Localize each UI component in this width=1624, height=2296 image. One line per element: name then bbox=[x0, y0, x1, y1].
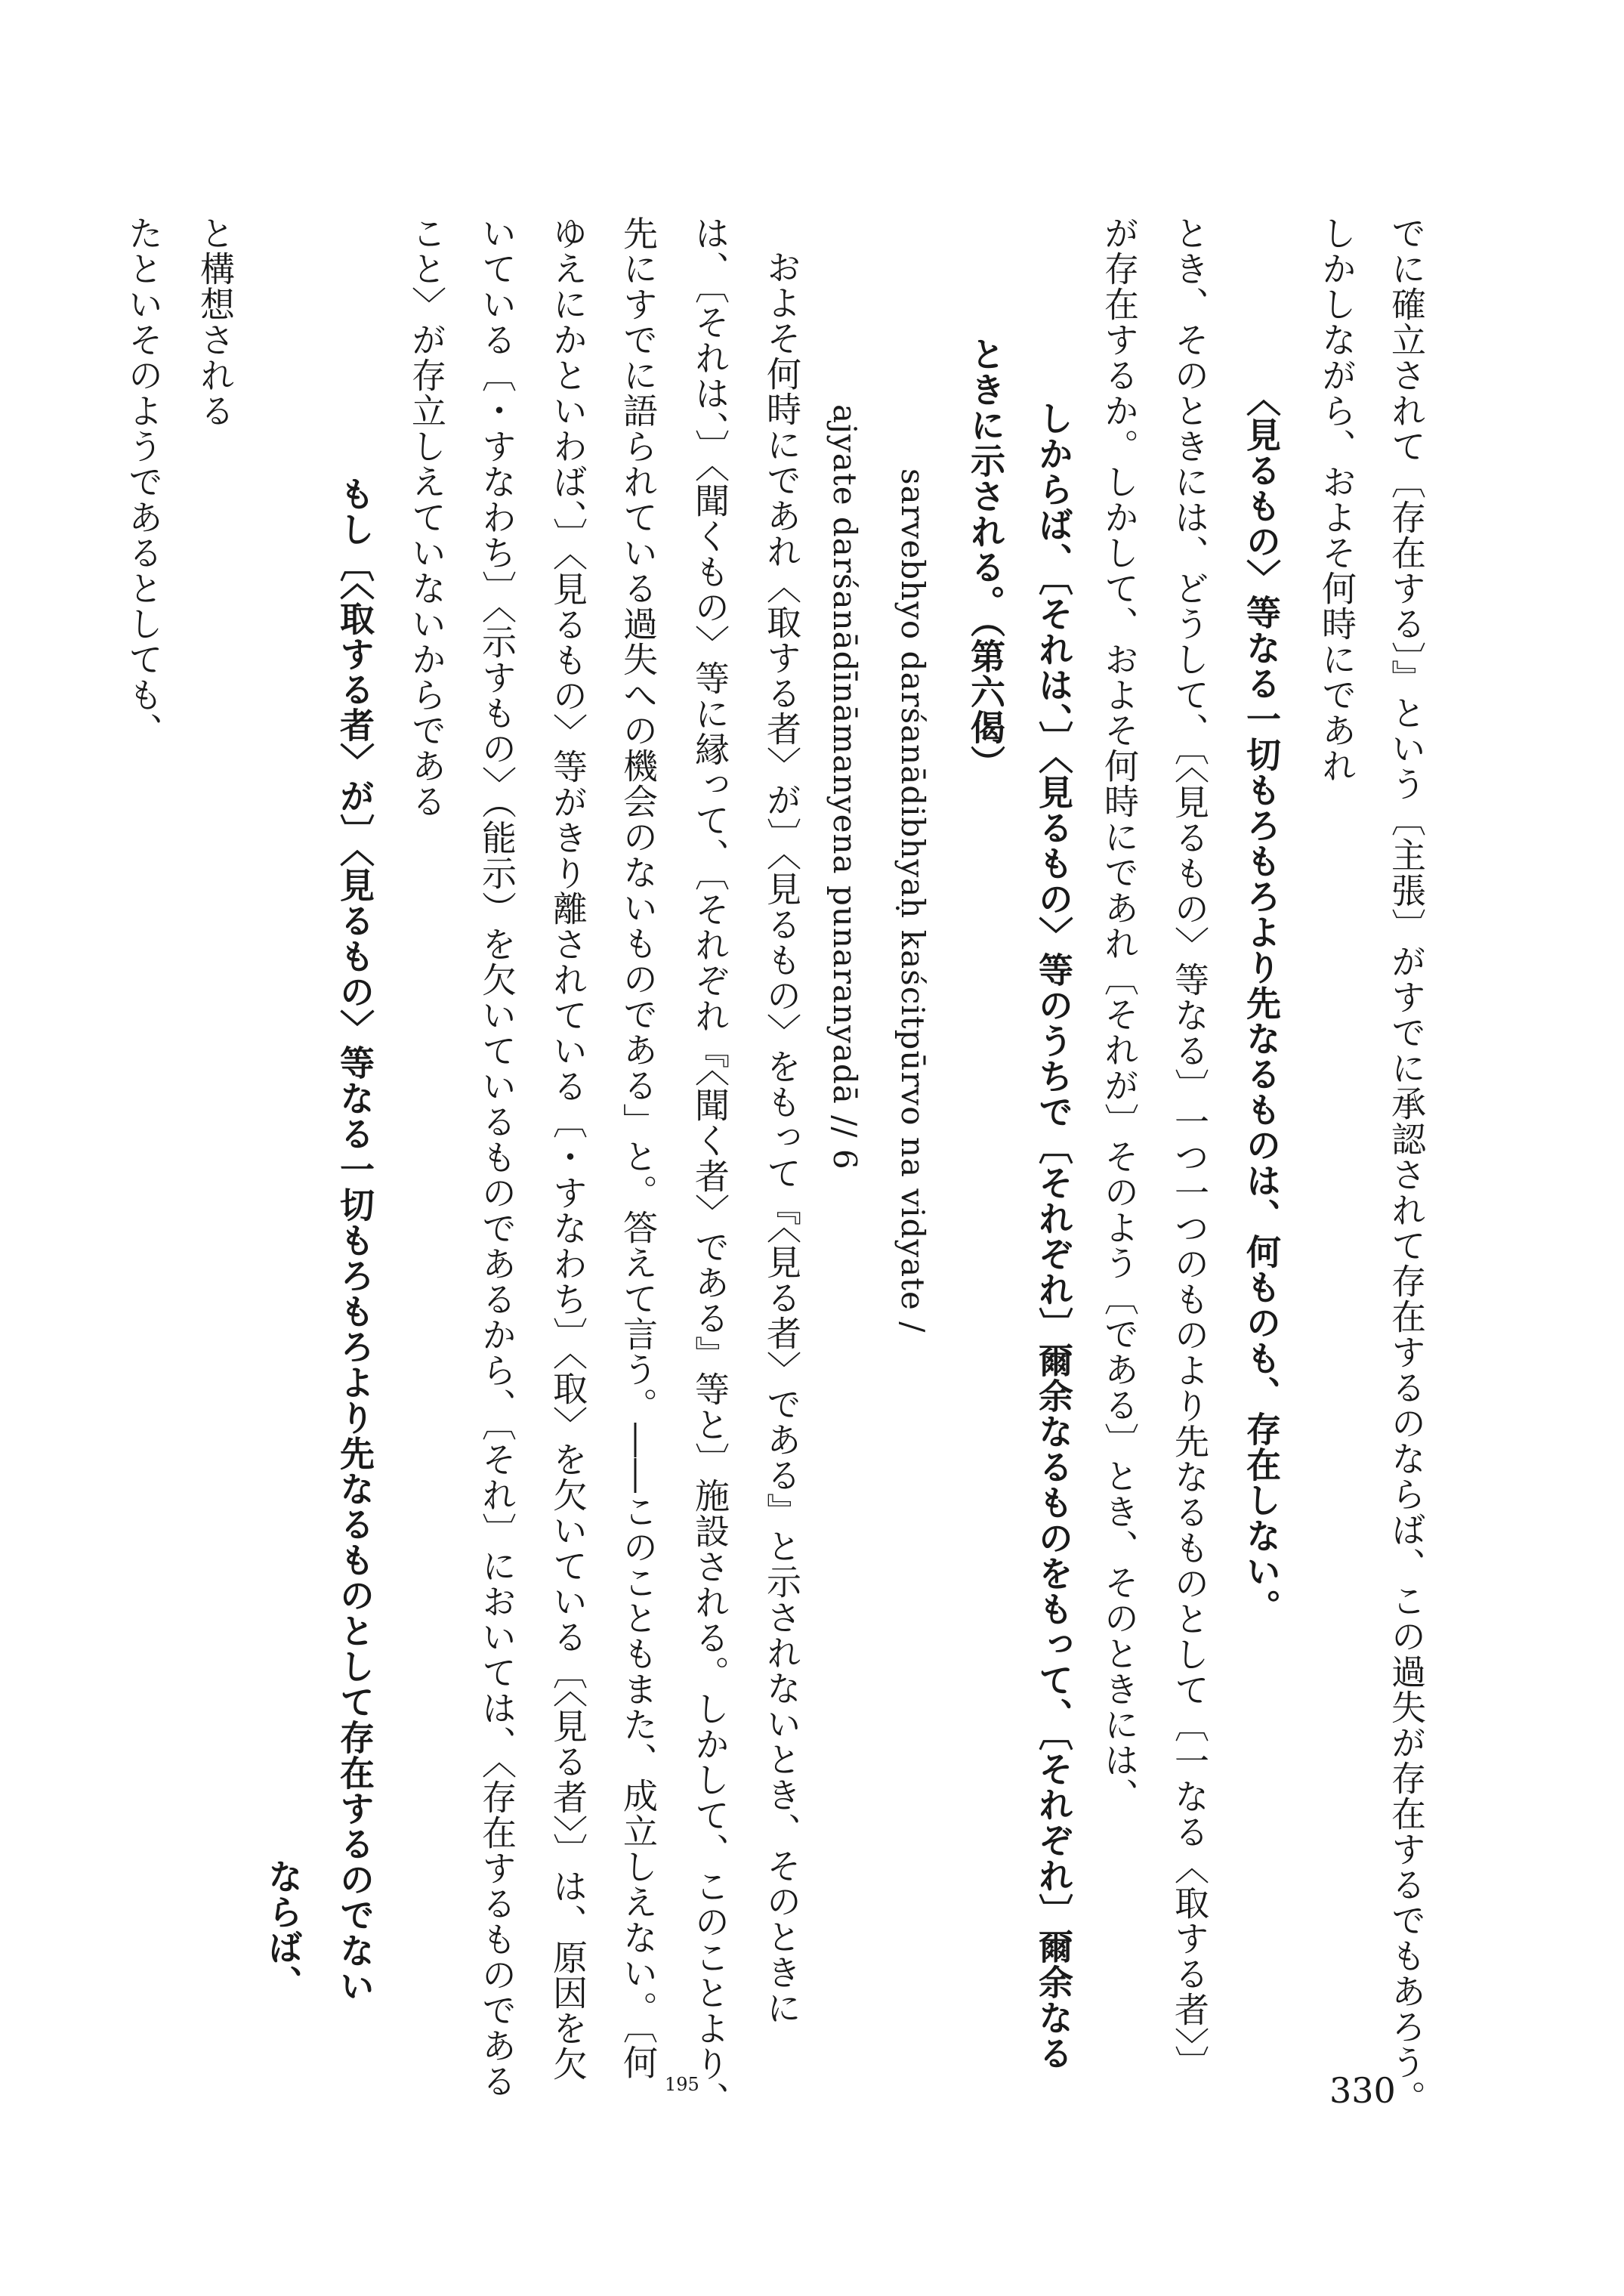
text-line-10: こと〉が存立しえていないからである bbox=[406, 215, 447, 819]
text-line-1: でに確立されて〔存在する〕』という〔主張〕がすでに承認されて存在するのならば、この過失が存在するでもあろう。 bbox=[1386, 215, 1427, 2115]
text-line-9: いている〔・すなわち〕〈示すもの〉（能示）を欠いているものであるから、〔それ〕においては、〈存在するものである bbox=[477, 215, 517, 2099]
sanskrit-line-2: ajyate darśanādīnāmanyena punaranyadā // 6 bbox=[826, 404, 863, 1170]
small-page-number: 195 bbox=[665, 2074, 699, 2095]
text-line-8: ゆえにかといわば、〕〈見るもの〉等がきり離されている〔・すなわち〕〈取〉を欠いている〔〈見る者〉〕は、原因を欠 bbox=[548, 215, 588, 2081]
verse-line-1: 〈見るもの〉等なる一切もろもろより先なるものは、何ものも、存在しない。 bbox=[1241, 382, 1282, 1624]
verse-line-5: ならば、 bbox=[263, 1859, 304, 2001]
text-line-5: およそ何時にであれ〈取する者〉が〕〈見るもの〉をもって『〈見る者〉である』と示されないとき、そのときに bbox=[761, 249, 802, 2026]
verse-line-3: ときに示される。（第六偈） bbox=[965, 336, 1006, 780]
text-line-3: とき、そのときには、どうして、〔〈見るもの〉等なる〕一つ一つのものより先なるものとして〔一なる〈取する者〉〕 bbox=[1169, 215, 1210, 2081]
text-line-2: しかしながら、およそ何時にであれ bbox=[1317, 215, 1357, 783]
text-line-12: たといそのようであるとしても、 bbox=[123, 215, 164, 748]
verse-line-2: しからば、〔それは、〕〈見るもの〉等のうちで〔それぞれ〕爾余なるものをもって、〔それぞれ〕爾余なる bbox=[1033, 400, 1074, 2071]
verse-line-4: もし〔〈取する者〉が〕〈見るもの〉等なる一切もろもろより先なるものとして存在するのでない bbox=[335, 476, 375, 2004]
text-line-7: 先にすでに語られている過失への機会のないものである」と。答えて言う。――このこともまた、成立しえない。〔何 bbox=[618, 215, 659, 2080]
text-line-4: が存在するか。しかして、およそ何時にであれ〔それが〕そのよう〔である〕とき、そのときには、 bbox=[1099, 215, 1140, 1813]
sanskrit-line-1: sarvebhyo darśanādibhyaḥ kaścitpūrvo na vidyate / bbox=[894, 468, 931, 1333]
text-line-11: と構想される bbox=[195, 215, 236, 428]
page-number: 330 bbox=[1329, 2070, 1396, 2111]
text-line-6: は、〔それは、〕〈聞くもの〉等に縁って、〔それぞれ『〈聞く者〉である』等と〕施設される。しかして、このことより、 bbox=[690, 215, 730, 2117]
